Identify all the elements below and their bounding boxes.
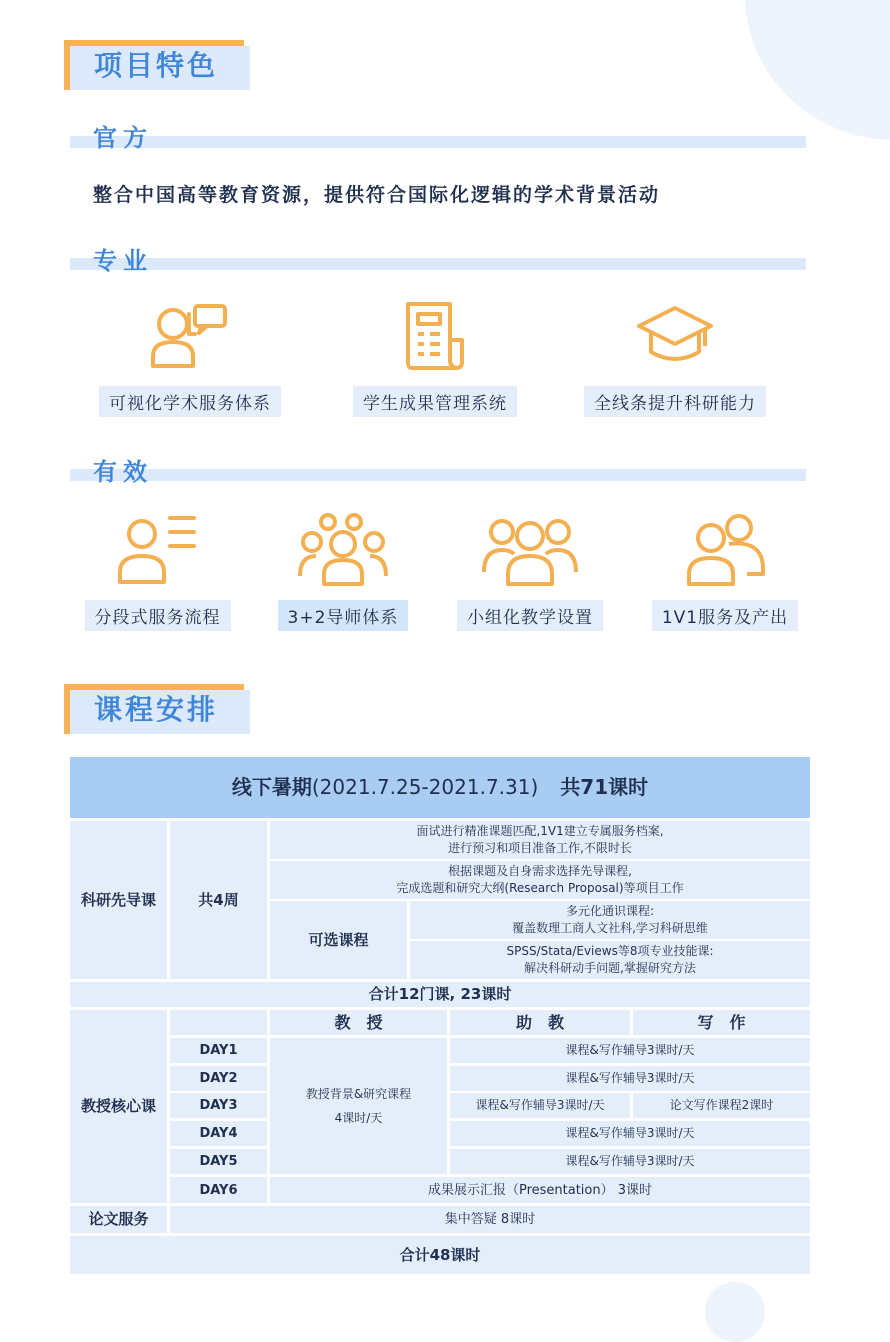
assist-day1: 课程&写作辅导3课时/天 — [450, 1038, 810, 1063]
decorative-circle-top — [745, 0, 890, 140]
day-label: DAY2 — [170, 1066, 267, 1091]
subsection-band — [70, 469, 806, 481]
section-title: 课程安排 — [94, 693, 219, 726]
small-group-icon — [480, 512, 580, 586]
assist-day4: 课程&写作辅导3课时/天 — [450, 1121, 810, 1146]
day-label: DAY3 — [170, 1093, 267, 1118]
day-label: DAY1 — [170, 1038, 267, 1063]
group-mentors-icon — [296, 512, 390, 586]
feature-label: 1V1服务及产出 — [652, 600, 798, 631]
paper-service-text: 集中答疑 8课时 — [170, 1206, 810, 1233]
writing-day3: 论文写作课程2课时 — [633, 1093, 810, 1118]
graduation-cap-icon — [635, 300, 715, 372]
subsection-band — [70, 258, 806, 270]
core-header-blank — [170, 1010, 267, 1035]
header-dates: (2021.7.25-2021.7.31) — [311, 775, 539, 799]
research-row-1: 面试进行精准课题匹配,1V1建立专属服务档案, 进行预习和项目准备工作,不限时长 — [270, 821, 810, 859]
subsection-title-effective: 有效 — [93, 458, 153, 486]
section-header-schedule — [64, 684, 250, 734]
col-professor: 教 授 — [270, 1010, 447, 1035]
feature-label: 学生成果管理系统 — [353, 386, 517, 417]
table-header — [70, 757, 810, 818]
research-row-2: 根据课题及自身需求选择先导课程, 完成选题和研究大纲(Research Proposal)等项目工作 — [270, 861, 810, 899]
grand-total: 合计48课时 — [70, 1236, 810, 1274]
subsection-title-official: 官方 — [93, 124, 153, 152]
feature-label: 分段式服务流程 — [85, 600, 231, 631]
feature-student-results — [340, 300, 530, 417]
optional-courses-label: 可选课程 — [270, 901, 407, 979]
feature-visual-service — [95, 300, 285, 417]
paper-service-label: 论文服务 — [70, 1206, 167, 1233]
assist-day3: 课程&写作辅导3课时/天 — [450, 1093, 630, 1118]
feature-research-ability — [580, 300, 770, 417]
core-course-label: 教授核心课 — [70, 1010, 167, 1203]
one-on-one-icon — [685, 512, 765, 586]
optional-course-2: SPSS/Stata/Eviews等8项专业技能课: 解决科研动手问题,掌握研究方法 — [410, 941, 810, 979]
person-steps-icon — [116, 512, 200, 586]
assist-day5: 课程&写作辅导3课时/天 — [450, 1149, 810, 1174]
day-label: DAY4 — [170, 1121, 267, 1146]
feature-mentor-system — [258, 512, 428, 631]
feature-label: 3+2导师体系 — [278, 600, 409, 631]
feature-one-on-one — [640, 512, 810, 631]
research-duration: 共4周 — [170, 821, 267, 979]
day-label: DAY6 — [170, 1177, 267, 1203]
decorative-circle-bottom — [705, 1282, 765, 1342]
official-description: 整合中国高等教育资源，提供符合国际化逻辑的学术背景活动 — [93, 184, 661, 206]
feature-staged-process — [70, 512, 245, 631]
feature-label: 全线条提升科研能力 — [584, 386, 766, 417]
subsection-title-professional: 专业 — [93, 247, 153, 275]
col-assistant: 助 教 — [450, 1010, 630, 1035]
feature-label: 可视化学术服务体系 — [99, 386, 281, 417]
research-lead-label: 科研先导课 — [70, 821, 167, 979]
section-header-features — [64, 40, 250, 90]
day6-presentation: 成果展示汇报（Presentation） 3课时 — [270, 1177, 810, 1203]
assist-day2: 课程&写作辅导3课时/天 — [450, 1066, 810, 1091]
header-total: 共71课时 — [560, 775, 649, 799]
header-title: 线下暑期 — [231, 775, 312, 799]
research-total: 合计12门课, 23课时 — [70, 982, 810, 1007]
document-icon — [400, 300, 470, 372]
subsection-band — [70, 136, 806, 148]
feature-label: 小组化教学设置 — [457, 600, 603, 631]
col-writing: 写 作 — [633, 1010, 810, 1035]
feature-small-group — [445, 512, 615, 631]
person-chat-icon — [145, 300, 235, 372]
professor-course: 教授背景&研究课程 4课时/天 — [270, 1038, 447, 1174]
section-title: 项目特色 — [94, 49, 219, 82]
day-label: DAY5 — [170, 1149, 267, 1174]
optional-course-1: 多元化通识课程: 覆盖数理工商人文社科,学习科研思维 — [410, 901, 810, 939]
